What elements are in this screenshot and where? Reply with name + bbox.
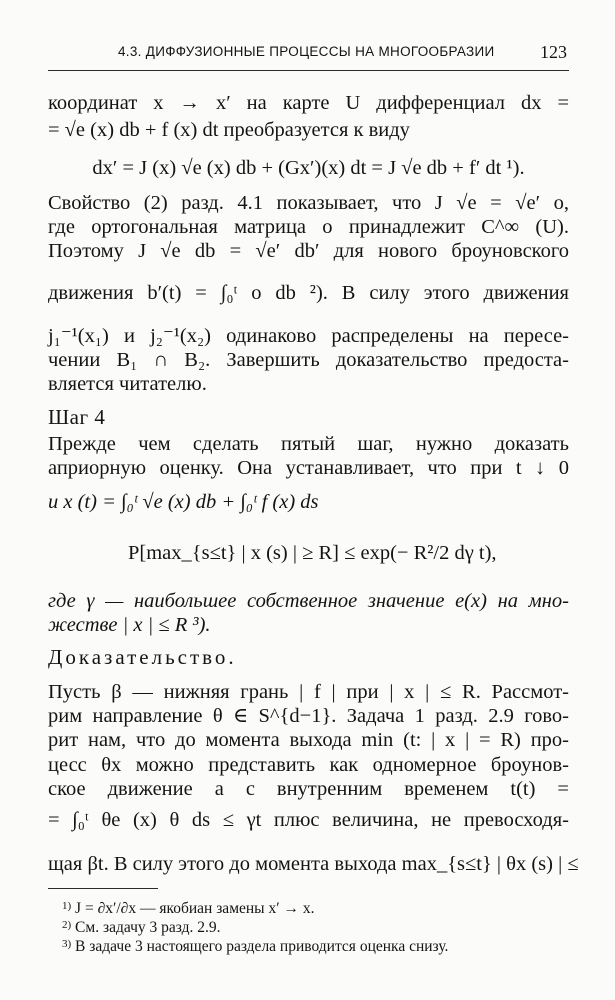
footnote-mark: 2) <box>62 919 72 931</box>
footnote-text: В задаче 3 настоящего раздела приводится оценка снизу. <box>75 938 449 955</box>
text-line: где γ — наибольшее собственное значение e(x) на мно- <box>48 590 569 612</box>
text-line: априорную оценку. Она устанавливает, что при t ↓ 0 <box>48 457 569 479</box>
footnote <box>62 916 221 937</box>
footnote-rule <box>48 888 158 889</box>
footnote <box>62 897 314 918</box>
footnote-mark: 3) <box>62 938 72 950</box>
text-line: = √e (x) db + f (x) dt преобразуется к виду <box>48 119 410 141</box>
text-line: жестве | x | ≤ R ³). <box>48 614 211 636</box>
text-line: j₁⁻¹(x₁) и j₂⁻¹(x₂) одинаково распределены на пересе- <box>48 325 569 347</box>
page-number: 123 <box>540 42 567 62</box>
text-line-integral: движения b′(t) = ∫₀ᵗ o db ²). В силу этого движения <box>48 282 569 304</box>
footnote-mark: 1) <box>62 900 72 912</box>
text-line: цесс θx можно представить как одномерное броунов- <box>48 754 569 776</box>
step-heading: Шаг 4 <box>48 405 106 429</box>
text-line: Прежде чем сделать пятый шаг, нужно доказать <box>48 433 569 455</box>
text-line: где ортогональная матрица o принадлежит C^∞ (U). <box>48 216 569 238</box>
running-header <box>48 42 569 62</box>
equation-transform: dx′ = J (x) √e (x) db + (Gx′)(x) dt = J √e db + f′ dt ¹). <box>92 157 525 179</box>
running-header-title: 4.3. ДИФФУЗИОННЫЕ ПРОЦЕССЫ НА МНОГООБРАЗИИ <box>118 44 495 59</box>
footnote-text: J = ∂x′/∂x — якобиан замены x′ → x. <box>75 900 315 917</box>
header-rule <box>48 70 569 71</box>
text-line: Поэтому J √e db = √e′ db′ для нового броуновского <box>48 240 569 262</box>
text-line-integral: = ∫₀ᵗ θe (x) θ ds ≤ γt плюс величина, не превосходя- <box>48 809 569 831</box>
footnote-text: См. задачу 3 разд. 2.9. <box>75 919 221 936</box>
text-line: щая βt. В силу этого до момента выхода max_{s≤t} | θx (s) | ≤ <box>48 853 579 875</box>
text-line: координат x → x′ на карте U дифференциал dx = <box>48 92 569 114</box>
proof-heading: Доказательство. <box>48 645 237 669</box>
text-line: рит нам, что до момента выхода min (t: | x | = R) про- <box>48 729 569 751</box>
text-line: вляется читателю. <box>48 373 207 395</box>
text-line: чении B₁ ∩ B₂. Завершить доказательство предоста- <box>48 349 569 371</box>
text-line: Пусть β — нижняя грань | f | при | x | ≤ R. Рассмот- <box>48 681 569 703</box>
text-line: рим направление θ ∈ S^{d−1}. Задача 1 разд. 2.9 гово- <box>48 705 569 727</box>
footnote <box>62 935 448 956</box>
equation-estimate: P[max_{s≤t} | x (s) | ≥ R] ≤ exp(− R²/2 dγ t), <box>128 542 497 564</box>
text-line: ское движение a с внутренним временем t(t) = <box>48 778 569 800</box>
text-line: Свойство (2) разд. 4.1 показывает, что J √e = √e′ o, <box>48 192 569 214</box>
text-line-integral: и x (t) = ∫₀ᵗ √e (x) db + ∫₀ᵗ f (x) ds <box>48 491 319 513</box>
